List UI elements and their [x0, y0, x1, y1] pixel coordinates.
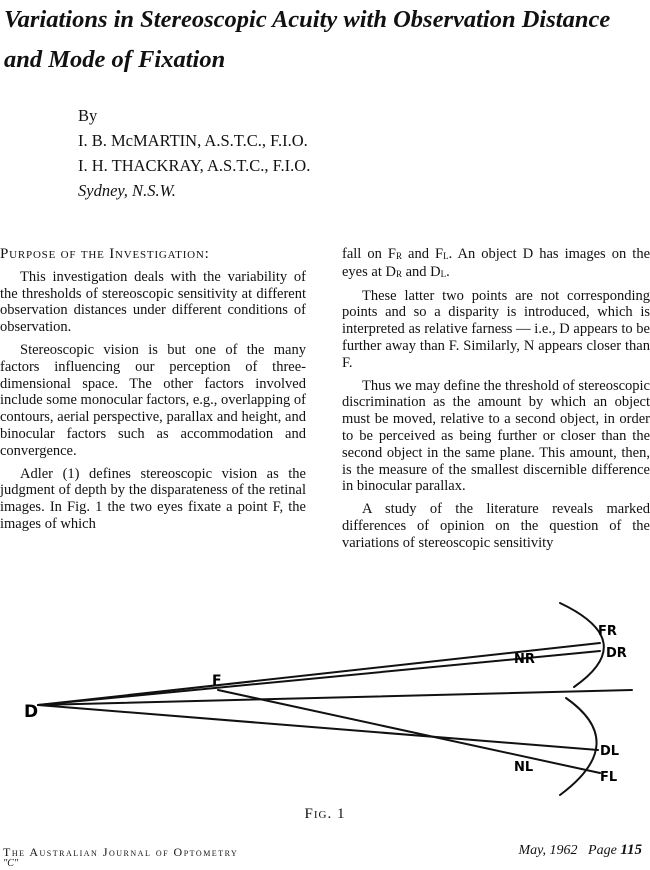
left-column — [0, 246, 306, 539]
label-dr: DR — [606, 646, 627, 661]
print-mark: "C" — [3, 858, 19, 869]
page-info — [518, 842, 642, 859]
paragraph-continued: fall on $F_R$ and $F_L$. An object D has images on the eyes at $D_R$ and $D_L$. — [342, 246, 650, 280]
paragraph: Thus we may define the threshold of stereoscopic discrimination as the amount by which an object must be moved, relative to a second object, in order to be perceived as being further or closer than the second object in the same plane. This amount, then, is the measure of the smallest discernible difference in binocular parallax. — [342, 377, 650, 495]
page-word: Page — [588, 843, 617, 858]
right-column — [342, 246, 650, 558]
line-d-axis — [38, 690, 632, 705]
label-nl: NL — [514, 760, 534, 775]
figure-1-diagram — [0, 593, 650, 803]
paragraph: This investigation deals with the variability of the thresholds of stereoscopic sensitivity at different observation distances under different conditions of observation. — [0, 268, 306, 336]
byline — [78, 103, 310, 203]
section-heading: Purpose of the Investigation: — [0, 246, 210, 262]
label-dl: DL — [600, 744, 620, 759]
figure-caption: Fig. 1 — [304, 806, 346, 822]
journal-name: The Australian Journal of Optometry — [3, 845, 239, 859]
paragraph: A study of the literature reveals marked differences of opinion on the question of the variations of stereoscopic sensitivity — [342, 501, 650, 551]
article-title: Variations in Stereoscopic Acuity with Observation Distance and Mode of Fixation — [4, 6, 611, 73]
paragraph: These latter two points are not corresponding points and so a disparity is introduced, which is interpreted as relative farness — i.e., D appears to be further away than F. Similarly, N appears closer than F. — [342, 287, 650, 371]
label-d: D — [24, 702, 39, 722]
label-f: F — [212, 673, 222, 689]
page-number: 115 — [620, 842, 642, 858]
label-fl: FL — [600, 770, 618, 785]
author-1: I. B. McMARTIN, A.S.T.C., F.I.O. — [78, 131, 308, 150]
paragraph: Adler (1) defines stereoscopic vision as the judgment of depth by the disparateness of the retinal images. In Fig. 1 the two eyes fixate a point F, the images of which — [0, 465, 306, 532]
label-nr: NR — [514, 652, 535, 667]
author-2: I. H. THACKRAY, A.S.T.C., F.I.O. — [78, 156, 311, 175]
paragraph: Stereoscopic vision is but one of the many factors influencing our perception of three-dimensional space. The other factors involved include some monocular factors, e.g., overlapping of contours, aerial perspective, parallax and height, and binocular factors such as accommodation and convergence. — [0, 341, 307, 459]
issue-date: May, 1962 — [518, 843, 578, 858]
by-label: By — [78, 106, 98, 125]
label-fr: FR — [598, 624, 617, 639]
line-f-to-fl — [218, 690, 600, 773]
author-location: Sydney, N.S.W. — [78, 181, 176, 200]
